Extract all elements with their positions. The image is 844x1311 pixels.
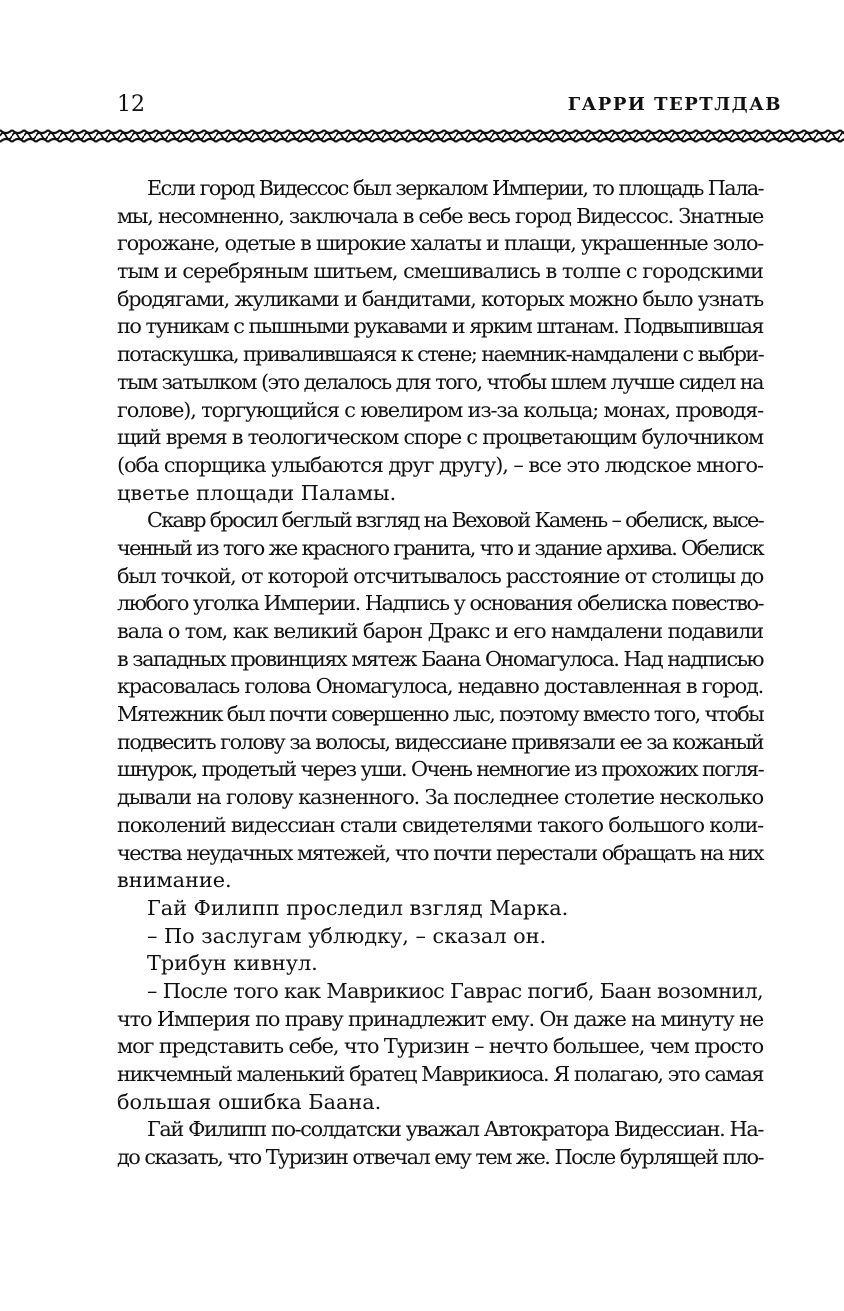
text-line: был точкой, от которой отсчитывалось расстояние от столицы до	[117, 563, 763, 588]
text-line: мы, несомненно, заключала в себе весь город Видессос. Знатные	[117, 203, 763, 228]
text-line: подвесить голову за волосы, видессиане привязали ее за кожаный	[117, 729, 763, 754]
text-line: Трибун кивнул.	[147, 951, 318, 976]
text-line: щий время в теологическом споре с процветающим булочником	[117, 425, 763, 450]
text-line: бродягами, жуликами и бандитами, которых можно было узнать	[117, 286, 764, 311]
text-line: чества неудачных мятежей, что почти перестали обращать на них	[117, 840, 763, 865]
decorative-border-ornament	[0, 126, 844, 146]
text-line: Гай Филипп проследил взгляд Марка.	[147, 895, 569, 920]
text-line: Если город Видессос был зеркалом Империи, то площадь Пала-	[147, 176, 763, 200]
text-line: ченный из того же красного гранита, что и здание архива. Обелиск	[117, 535, 764, 560]
text-line: любого уголка Империи. Надпись у основания обелиска повество-	[117, 591, 764, 616]
text-line: вала о том, как великий барон Дракс и его намдалени подавили	[117, 619, 763, 643]
text-line: никчемный маленький братец Маврикиоса. Я полагаю, это самая	[117, 1062, 764, 1086]
page-header	[117, 88, 782, 122]
text-line: внимание.	[117, 868, 232, 893]
text-line: шнурок, продетый через уши. Очень немногие из прохожих погля-	[117, 757, 763, 782]
text-line: тым затылком (это делалось для того, чтобы шлем лучше сидел на	[117, 369, 763, 394]
text-line: – По заслугам ублюдку, – сказал он.	[147, 923, 547, 948]
text-line: в западных провинциях мятеж Баана Ономагулоса. Над надписью	[117, 646, 764, 671]
page-number: 12	[117, 92, 145, 117]
text-line: (оба спорщика улыбаются друг другу), – все это людское много-	[117, 452, 763, 477]
text-line: мог представить себе, что Туризин – нечто большее, чем просто	[117, 1034, 764, 1059]
text-line: по туникам с пышными рукавами и ярким штанам. Подвыпившая	[117, 314, 763, 339]
text-line: Скавр бросил беглый взгляд на Веховой Камень – обелиск, высе-	[147, 508, 763, 533]
text-line: дывали на голову казненного. За последнее столетие несколько	[117, 785, 763, 810]
body-text	[117, 175, 763, 1172]
text-line: красовалась голова Ономагулоса, недавно доставленная в город.	[117, 674, 763, 699]
text-line: горожане, одетые в широкие халаты и плащи, украшенные золо-	[117, 231, 763, 256]
text-line: – После того как Маврикиос Гаврас погиб, Баан возомнил,	[147, 978, 764, 1003]
text-line: Гай Филипп по-солдатски уважал Автократора Видессиан. На-	[147, 1117, 763, 1142]
text-line: голове), торгующийся с ювелиром из-за кольца; монах, проводя-	[117, 397, 764, 422]
text-line: цветье площади Паламы.	[117, 480, 397, 505]
text-line: большая ошибка Баана.	[117, 1089, 382, 1114]
text-line: тым и серебряным шитьем, смешивались в толпе с городскими	[117, 259, 763, 284]
running-head-author: ГАРРИ ТЕРТЛДАВ	[567, 94, 782, 115]
text-line: до сказать, что Туризин отвечал ему тем же. После бурлящей пло-	[117, 1145, 763, 1170]
text-line: поколений видессиан стали свидетелями такого большого коли-	[117, 812, 764, 837]
text-line: потаскушка, привалившаяся к стене; наемник-намдалени с выбри-	[117, 342, 764, 367]
text-line: Мятежник был почти совершенно лыс, поэтому вместо того, чтобы	[117, 702, 764, 727]
text-line: что Империя по праву принадлежит ему. Он даже на минуту не	[117, 1006, 763, 1031]
